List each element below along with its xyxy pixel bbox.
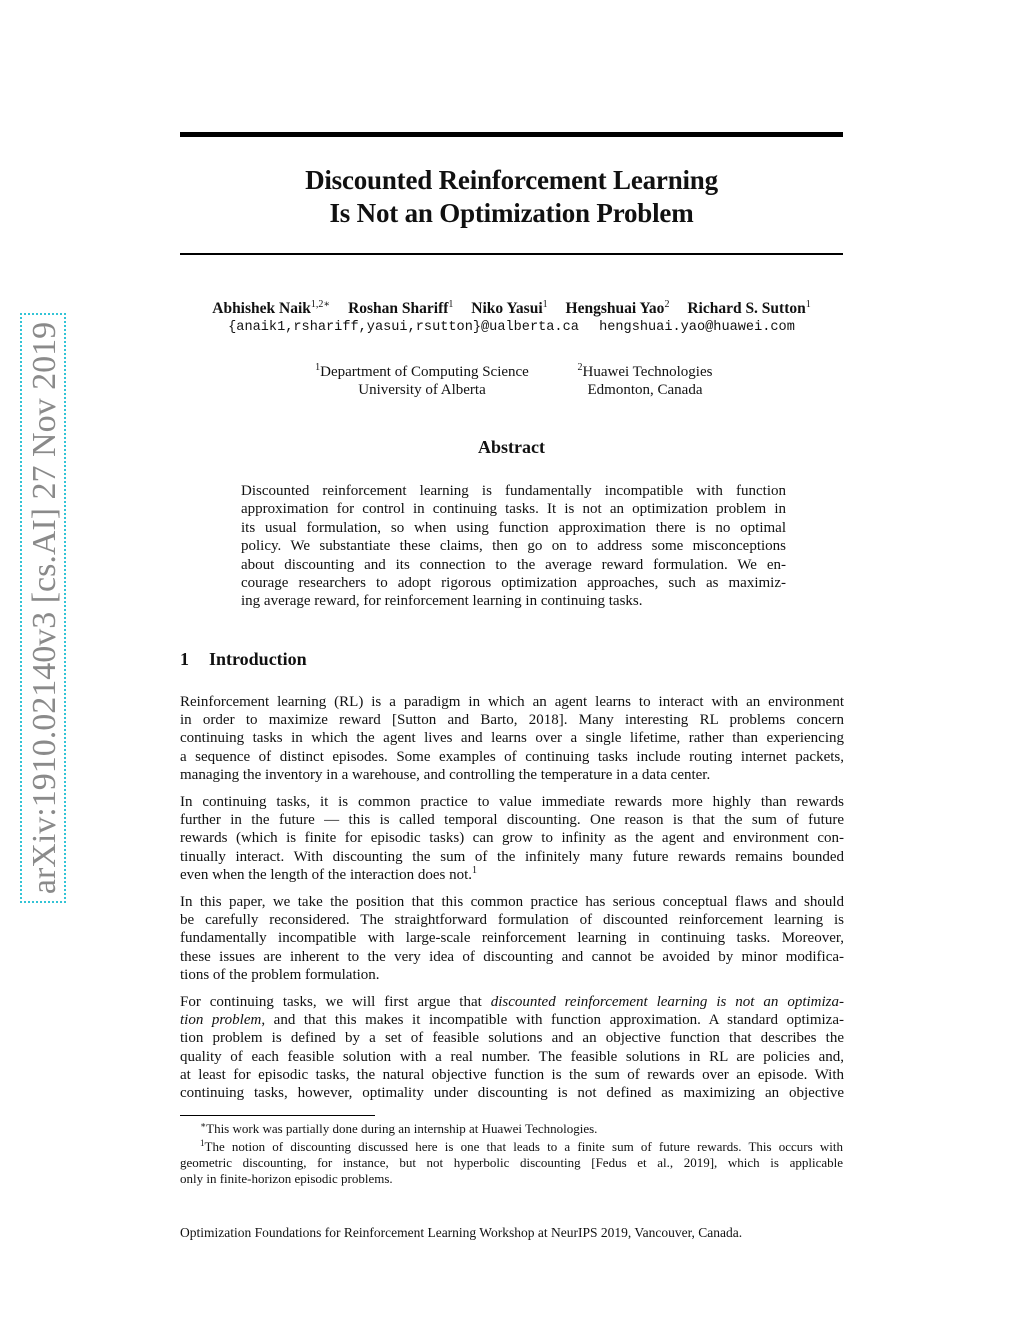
- author-emails: [160, 320, 863, 335]
- title-line: Discounted Reinforcement Learning: [305, 165, 718, 195]
- title-bottom-rule: [180, 253, 843, 255]
- paragraph: Reinforcement learning (RL) is a paradigm in which an agent learns to interact with an environment in order to maximize reward [Sutton and Barto, 2018]. Many interesting RL problems concern continuing tasks in which the agent lives and learns over a single lifetime, rather than experiencing a sequence of distinct episodes. Some examples of continuing tasks include routing internet packets, managing the inventory in a warehouse, and controlling the temperature in a data center.: [180, 694, 844, 783]
- email: {anaik1,rshariff,yasui,rsutton}@ualberta.ca: [228, 320, 579, 335]
- footnote: $^1$The notion of discounting discussed here is one that leads to a finite sum of future rewards. This occurs with geometric discounting, for instance, but not hyperbolic discounting [Fedus et al., 2019], which is applicable only in finite-horizon episodic problems.: [180, 1138, 843, 1186]
- email: hengshuai.yao@huawei.com: [599, 320, 795, 335]
- title-top-rule: [180, 132, 843, 137]
- footnote: ∗This work was partially done during an internship at Huawei Technologies.: [200, 1120, 598, 1136]
- section-heading: 1 Introduction: [180, 649, 307, 669]
- abstract-heading: Abstract: [478, 437, 545, 457]
- arxiv-identifier: arXiv:1910.02140v3 [cs.AI] 27 Nov 2019: [20, 313, 66, 903]
- author: Richard S. Sutton$^1$: [687, 299, 811, 317]
- author: Hengshuai Yao$^2$: [565, 299, 670, 317]
- affiliation: $^2$Huawei Technologies Edmonton, Canada: [577, 362, 713, 398]
- venue-footer: Optimization Foundations for Reinforcement Learning Workshop at NeurIPS 2019, Vancouver, Canada.: [180, 1225, 743, 1240]
- author: Roshan Shariff$^1$: [348, 299, 454, 317]
- author: Niko Yasui$^1$: [471, 299, 548, 317]
- paper-title: [180, 164, 843, 230]
- footnote-rule: [180, 1115, 375, 1116]
- author: Abhishek Naik$^{1,2∗}$: [212, 299, 331, 317]
- paragraph: In continuing tasks, it is common practice to value immediate rewards more highly than rewards further in the future — this is called temporal discounting. One reason is that the sum of future rewards (which is finite for episodic tasks) can grow to infinity as the agent and environment con- tinually interact. With discounting the sum of the infinitely many future rewards remains bounded even when the length of the interaction does not.$^1$: [180, 794, 844, 883]
- abstract-body: Discounted reinforcement learning is fundamentally incompatible with function approximation for control in continuing tasks. It is not an optimization problem in its usual formulation, so when using function approximation there is no optimal policy. We substantiate these claims, then go on to address some misconceptions about discounting and its connection to the average reward formulation. We en- courage researchers to adopt rigorous optimization approaches, such as maximiz- ing average reward, for reinforcement learning in continuing tasks.: [241, 483, 786, 610]
- affiliation: $^1$Department of Computing Science University of Alberta: [315, 362, 529, 398]
- author-list: [160, 300, 863, 318]
- paragraph: For continuing tasks, we will first argue that discounted reinforcement learning is not an optimiza- tion problem, and that this makes it incompatible with function approximation. A standard optimiza- tion problem is defined by a set of feasible solutions and an objective function that describes the quality of each feasible solution with a real number. The feasible solutions in RL are policies and, at least for episodic tasks, the natural objective function is the sum of rewards over an episode. With continuing tasks, however, optimality under discounting is not defined as maximizing an objective: [180, 994, 844, 1102]
- footnote-marker: 1: [472, 864, 477, 876]
- title-line: Is Not an Optimization Problem: [329, 198, 694, 228]
- paragraph: In this paper, we take the position that this common practice has serious conceptual flaws and should be carefully reconsidered. The straightforward formulation of discounted reinforcement learning is fundamentally incompatible with large-scale reinforcement learning in continuing tasks. Moreover, these issues are inherent to the very idea of discounting and cannot be avoided by minor modifica- tions of the problem formulation.: [180, 894, 844, 983]
